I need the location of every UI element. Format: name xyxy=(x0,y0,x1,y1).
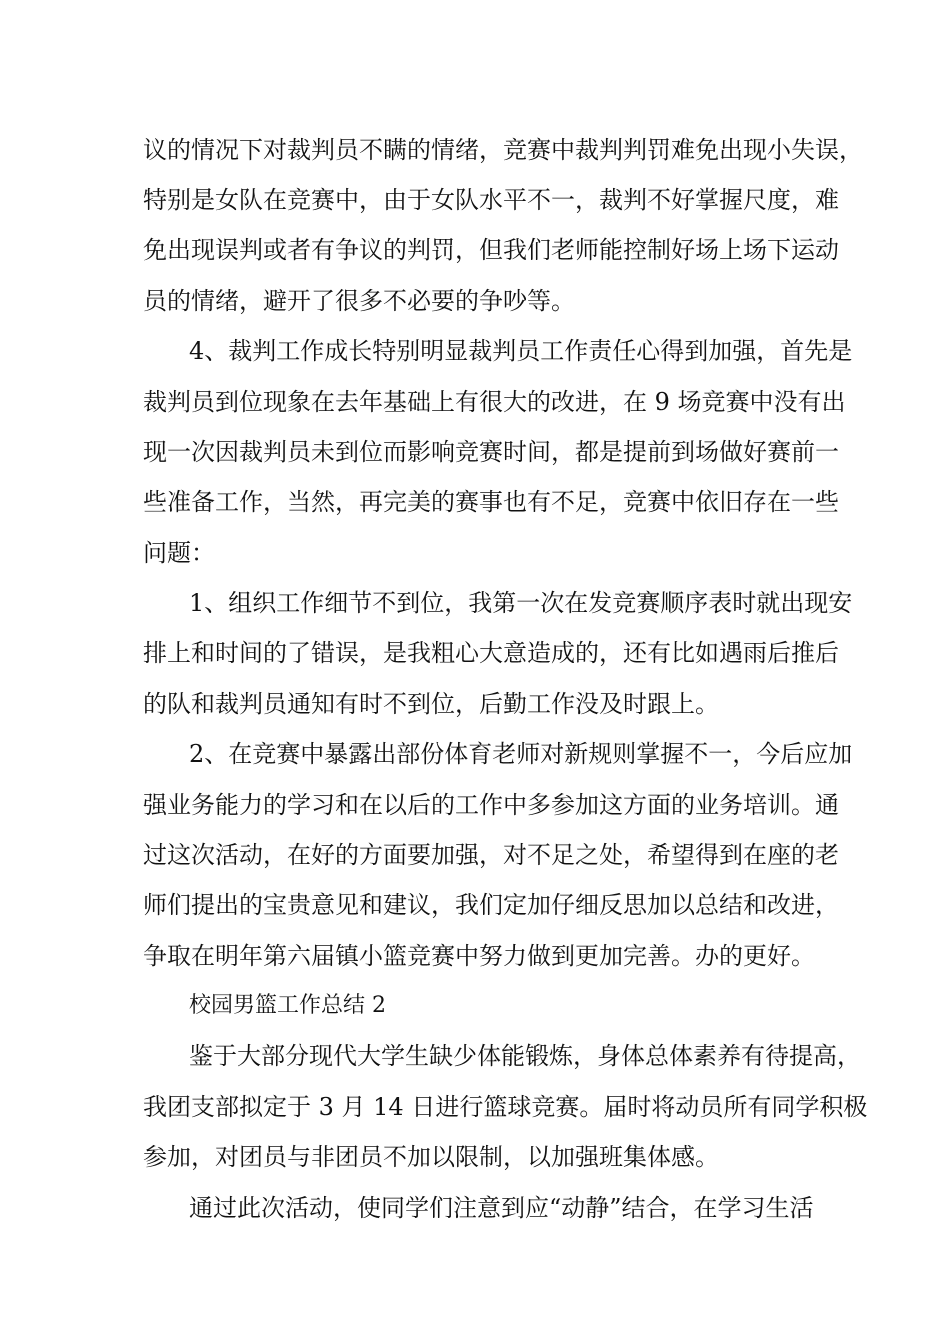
text-line: 参加，对团员与非团员不加以限制，以加强班集体感。 xyxy=(143,1143,719,1171)
text-line: 争取在明年第六届镇小篮竞赛中努力做到更加完善。办的更好。 xyxy=(143,942,815,970)
section-heading: 校园男篮工作总结 2 xyxy=(189,993,386,1018)
text-line: 我团支部拟定于 3 月 14 日进行篮球竞赛。届时将动员所有同学积极 xyxy=(143,1093,868,1121)
text-line: 议的情况下对裁判员不瞒的情绪，竞赛中裁判判罚难免出现小失误， xyxy=(143,136,863,164)
text-line: 些准备工作，当然，再完美的赛事也有不足，竞赛中依旧存在一些 xyxy=(143,488,839,516)
text-line: 免出现误判或者有争议的判罚，但我们老师能控制好场上场下运动 xyxy=(143,236,839,264)
text-line: 的队和裁判员通知有时不到位，后勤工作没及时跟上。 xyxy=(143,690,719,718)
text-line: 特别是女队在竞赛中，由于女队水平不一，裁判不好掌握尺度，难 xyxy=(143,186,839,214)
text-line: 现一次因裁判员未到位而影响竞赛时间，都是提前到场做好赛前一 xyxy=(143,438,839,466)
paragraph-start: 鉴于大部分现代大学生缺少体能锻炼，身体总体素养有待提高， xyxy=(189,1042,861,1070)
text-line: 裁判员到位现象在去年基础上有很大的改进，在 9 场竞赛中没有出 xyxy=(143,388,846,416)
text-line: 过这次活动，在好的方面要加强，对不足之处，希望得到在座的老 xyxy=(143,841,839,869)
text-line: 问题： xyxy=(143,539,215,567)
text-line: 员的情绪，避开了很多不必要的争吵等。 xyxy=(143,287,575,315)
text-line: 师们提出的宝贵意见和建议，我们定加仔细反思加以总结和改进， xyxy=(143,891,839,919)
problem-1-start: 1、组织工作细节不到位，我第一次在发竞赛顺序表时就出现安 xyxy=(189,589,853,617)
problem-2-start: 2、在竞赛中暴露出部份体育老师对新规则掌握不一，今后应加 xyxy=(189,740,853,768)
text-line: 排上和时间的了错误，是我粗心大意造成的，还有比如遇雨后推后 xyxy=(143,639,839,667)
paragraph-4-start: 4、裁判工作成长特别明显裁判员工作责任心得到加强，首先是 xyxy=(189,337,853,365)
paragraph-start: 通过此次活动，使同学们注意到应“动静”结合，在学习生活 xyxy=(189,1194,814,1222)
text-line: 强业务能力的学习和在以后的工作中多参加这方面的业务培训。通 xyxy=(143,791,839,819)
